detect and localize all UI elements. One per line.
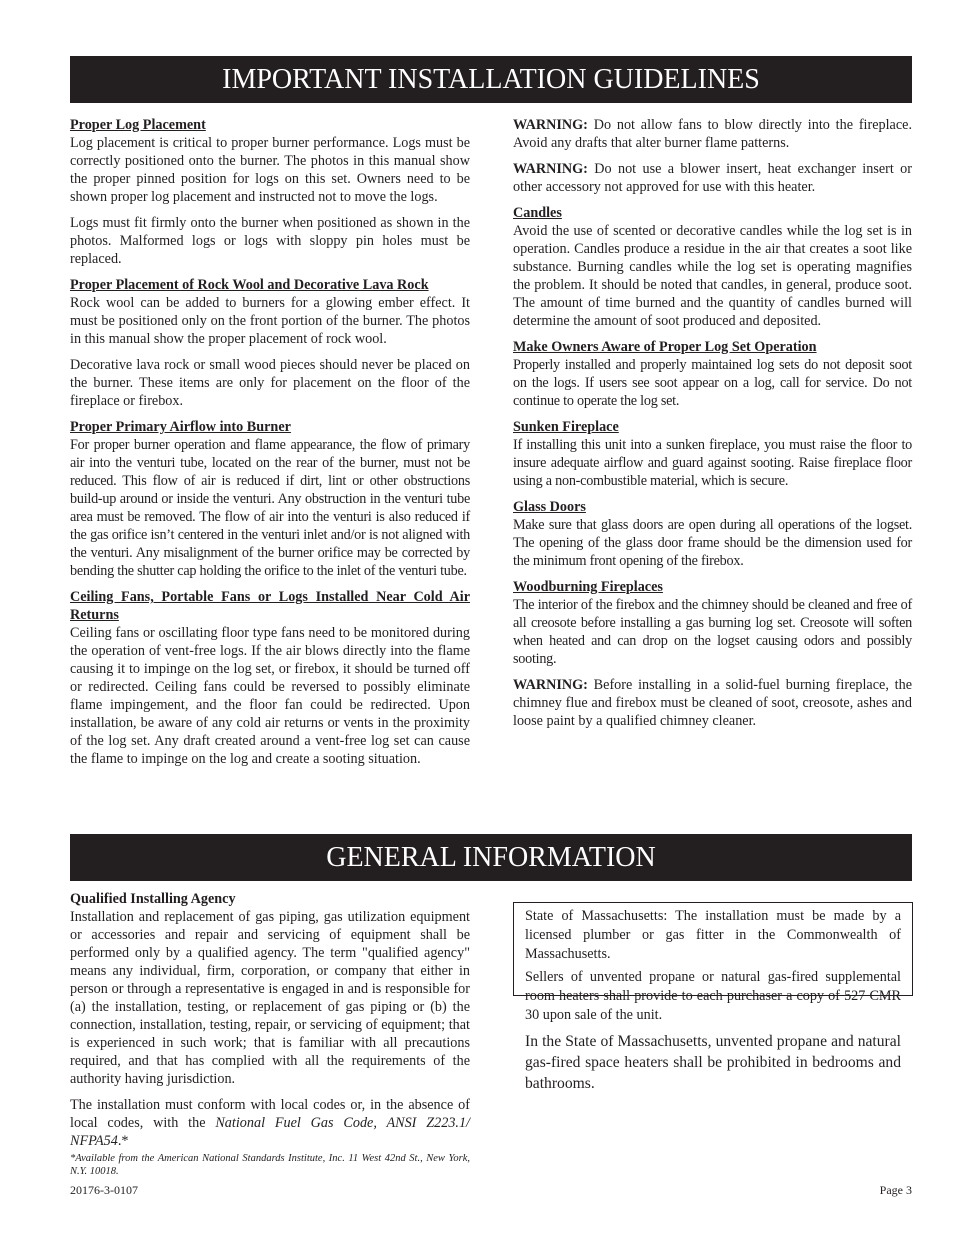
massachusetts-paragraph-1: State of Massachusetts: The installation must be made by a licensed plumber or gas fitter in the Commonwealth of Massachusetts. <box>525 908 901 962</box>
rock-wool-paragraph-2: Decorative lava rock or small wood pieces should never be placed on the burner. These items are only for placement on the floor of the fireplace or firebox. <box>70 357 470 409</box>
candles-paragraph: Avoid the use of scented or decorative candles while the log set is in operation. Candles produce a residue in the air that creates a soot like substance. Burning candles while the log set is operating magnifies the problem. It should be noted that candles, in general, produce soot. The amount of time burned and the quantity of candles burned will determine the amount of soot produced and deposited. <box>513 223 912 329</box>
warning-label: WARNING: <box>513 677 588 693</box>
owners-section <box>513 338 912 410</box>
woodburning-section <box>513 578 912 730</box>
sunken-section <box>513 418 912 490</box>
woodburning-paragraph: The interior of the firebox and the chimney should be cleaned and free of all creosote before installing a gas burning log set. Creosote will soften when heated and can drop on the logset causing odors and possibly sooting. <box>513 597 912 667</box>
document-number: 20176-3-0107 <box>70 1183 138 1197</box>
warning-chimney <box>513 676 912 730</box>
glass-doors-section <box>513 498 912 570</box>
codes-reference: National Fuel Gas Code, ANSI Z223.1/ NFPA54 <box>70 1115 470 1149</box>
top-warnings-section <box>513 116 912 196</box>
warning-blower <box>513 160 912 196</box>
log-placement-paragraph-1: Log placement is critical to proper burner performance. Logs must be correctly positioned onto the burner. The photos in this manual show the proper pinned position for logs on this set. Owners need to be shown proper log placement and instructed not to move the logs. <box>70 135 470 205</box>
warning-fans <box>513 116 912 152</box>
page-number: Page 3 <box>879 1183 912 1197</box>
general-information-banner: GENERAL INFORMATION <box>70 834 912 881</box>
warning-chimney-text: Before installing in a solid-fuel burning fireplace, the chimney flue and firebox must be cleaned of soot, creosote, ashes and loose paint by a qualified chimney cleaner. <box>513 677 912 729</box>
log-placement-heading: Proper Log Placement <box>70 117 206 133</box>
massachusetts-paragraph-3: In the State of Massachusetts, unvented propane and natural gas-fired space heaters shall be prohibited in bedrooms and bathrooms. <box>525 1033 901 1092</box>
codes-end: .* <box>117 1133 129 1149</box>
sunken-heading: Sunken Fireplace <box>513 419 619 435</box>
warning-label: WARNING: <box>513 117 588 133</box>
agency-heading: Qualified Installing Agency <box>70 891 236 907</box>
log-placement-paragraph-2: Logs must fit firmly onto the burner when positioned as shown in the photos. Malformed logs or logs with sloppy pin holes must be replaced. <box>70 215 470 267</box>
codes-paragraph <box>70 1096 470 1150</box>
candles-section <box>513 204 912 330</box>
rock-wool-section <box>70 276 470 410</box>
fans-section <box>70 588 470 768</box>
codes-text: The installation must conform with local codes or, in the absence of local codes, with the <box>70 1097 470 1131</box>
general-left-column <box>70 890 470 1186</box>
airflow-paragraph: For proper burner operation and flame appearance, the flow of primary air into the venturi tube, located on the rear of the burner, must not be reduced. This flow of air is reduced if dirt, lint or other obstructions build-up around or inside the venturi. Any obstruction in the venturi tube area must be removed. The flow of air into the venturi is also reduced if the gas orifice isn’t centered in the venturi inlet and/or is not aligned with the venturi. Any misalignment of the burner orifice may be corrected by bending the shutter cap holding the orifice to the inlet of the venturi tube. <box>70 437 470 579</box>
installation-left-column <box>70 116 470 776</box>
installation-right-column <box>513 116 912 738</box>
sunken-paragraph: If installing this unit into a sunken fireplace, you must raise the floor to insure adequate airflow and guard against sooting. Raise fireplace floor using a non-combustible material, which is secure. <box>513 437 912 489</box>
ansi-footnote: *Available from the American National Standards Institute, Inc. 11 West 42nd St., New York, N.Y. 10018. <box>70 1153 470 1177</box>
rock-wool-heading: Proper Placement of Rock Wool and Decorative Lava Rock <box>70 277 429 293</box>
owners-paragraph: Properly installed and properly maintained log sets do not deposit soot on the logs. If users see soot appear on a log, call for service. Do not continue to operate the log set. <box>513 357 912 409</box>
installation-guidelines-banner: IMPORTANT INSTALLATION GUIDELINES <box>70 56 912 103</box>
massachusetts-paragraph-2: Sellers of unvented propane or natural gas-fired supplemental room heaters shall provide to each purchaser a copy of 527 CMR 30 upon sale of the unit. <box>525 969 901 1023</box>
glass-doors-heading: Glass Doors <box>513 499 586 515</box>
candles-heading: Candles <box>513 205 562 221</box>
warning-fans-text: Do not allow fans to blow directly into the fireplace. Avoid any drafts that alter burner flame patterns. <box>513 117 912 151</box>
fans-heading: Ceiling Fans, Portable Fans or Logs Installed Near Cold Air Returns <box>70 589 470 623</box>
agency-section <box>70 890 470 1178</box>
warning-blower-text: Do not use a blower insert, heat exchanger insert or other accessory not approved for use with this heater. <box>513 161 912 195</box>
airflow-heading: Proper Primary Airflow into Burner <box>70 419 291 435</box>
fans-paragraph: Ceiling fans or oscillating floor type fans need to be monitored during the operation of vent-free logs. If the air blows directly into the flame causing it to impinge on the log set, or firebox, it should be turned off or redirected. Ceiling fans could be reversed to possibly eliminate flame impingement, and the floor fan could be redirected. Upon installation, be aware of any cold air returns or vents in the proximity of the log set. Any draft created around a vent-free log set can cause the flame to impinge on the log and create a sooting situation. <box>70 625 470 767</box>
massachusetts-notice-box <box>513 902 913 1092</box>
owners-heading: Make Owners Aware of Proper Log Set Operation <box>513 339 817 355</box>
airflow-section <box>70 418 470 580</box>
warning-label: WARNING: <box>513 161 588 177</box>
rock-wool-paragraph-1: Rock wool can be added to burners for a glowing ember effect. It must be positioned only on the front portion of the burner. The photos in this manual show the proper placement of rock wool. <box>70 295 470 347</box>
woodburning-heading: Woodburning Fireplaces <box>513 579 663 595</box>
log-placement-section <box>70 116 470 268</box>
agency-paragraph: Installation and replacement of gas piping, gas utilization equipment or accessories and repair and servicing of equipment shall be performed only by a qualified agency. The term "qualified agency" means any individual, firm, corporation, or company that either in person or through a representative is engaged in and is responsible for (a) the installation, testing, or replacement of gas piping or (b) the connection, installation, testing, repair, or servicing of equipment; that is experienced in such work; that is familiar with all precautions required, and that has complied with all the requirements of the authority having jurisdiction. <box>70 909 470 1087</box>
glass-doors-paragraph: Make sure that glass doors are open during all operations of the logset. The opening of the glass door frame should be the dimension used for the minimum front opening of the firebox. <box>513 517 912 569</box>
